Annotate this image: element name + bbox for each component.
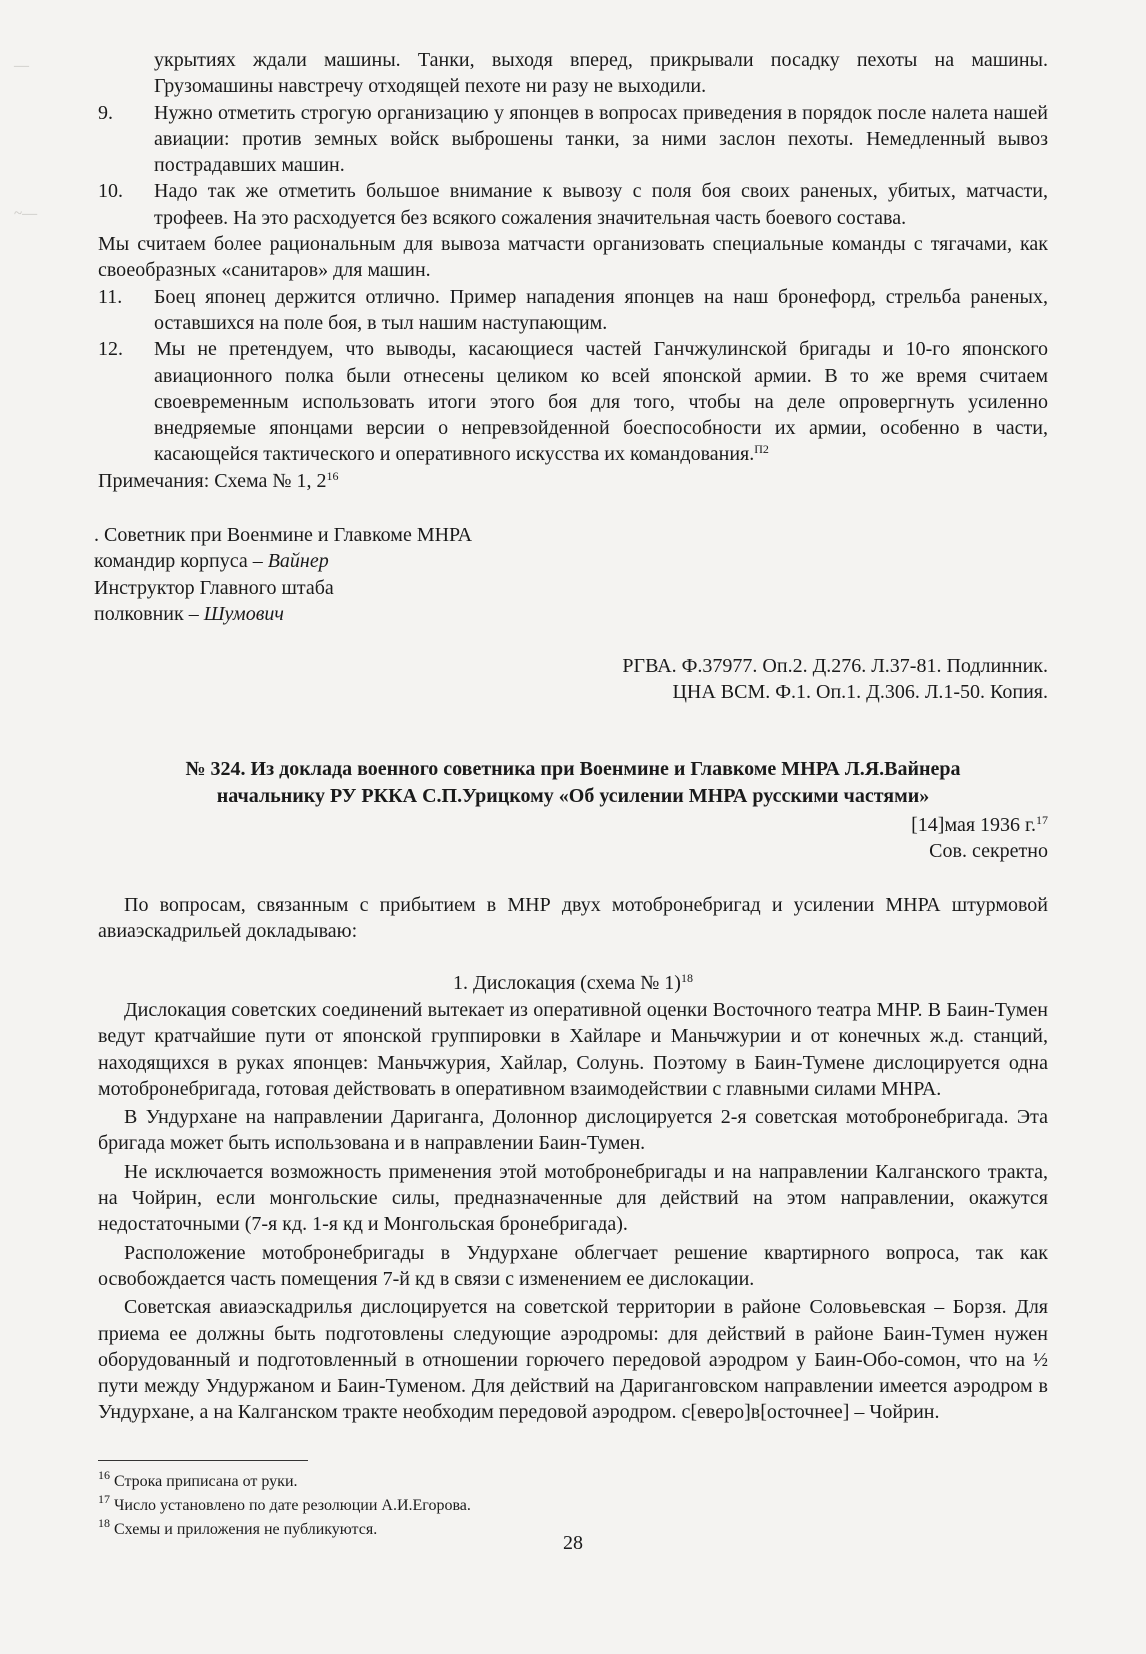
footnote-number: 18 xyxy=(98,1516,110,1530)
item-text xyxy=(154,336,1048,467)
list-item-11 xyxy=(98,284,1048,337)
signature-line-3: Инструктор Главного штаба xyxy=(94,576,334,599)
paragraph-text: Мы считаем более рациональным для вывоза матчасти организовать специальные команды с тягачами, как своеобразных «санитаров» для машин. xyxy=(98,233,1048,282)
item-number: 10. xyxy=(98,180,123,203)
paragraph: Советская авиаэскадрилья дислоцируется на советской территории в районе Соловьевская – Борзя. Для приема ее должны быть подготовлены следующие аэродромы: для действий в районе Баин-Тумен нужен оборудованный и подготовленный в отношении горючего передовой аэродром у Баин-Обо-сомон, что на ½ пути между Ундуржаном и Баин-Туменом. Для действий на Дариганговском направлении имеется аэродром в Ундурхане, а на Калганском тракте необходим передовой аэродром. с[еверо]в[осточнее] – Чойрин. xyxy=(98,1296,1048,1424)
item-text: Нужно отметить строгую организацию у японцев в вопросах приведения в порядок после налета нашей авиации: против земных войск выброшены танки, за ними заслон пехоты. Немедленный вывоз пострадавших машин. xyxy=(154,101,1048,177)
archive-ref-1: РГВА. Ф.37977. Оп.2. Д.276. Л.37-81. Подлинник. xyxy=(622,655,1048,677)
paragraph-tractors xyxy=(98,231,1048,284)
item-number: 9. xyxy=(98,101,113,124)
archive-ref-2: ЦНА ВСМ. Ф.1. Оп.1. Д.306. Л.1-50. Копия. xyxy=(672,681,1048,704)
notes-label: Примечания: Схема № 1, 2 xyxy=(98,469,327,492)
footnote xyxy=(98,1494,1048,1518)
date-text: [14]мая 1936 г. xyxy=(911,814,1036,836)
numbered-list xyxy=(98,47,1048,494)
paragraph: В Ундурхане на направлении Дариганга, Долоннор дислоцируется 2-я советская мотобронебригада. Эта бригада может быть использована и в направлении Баин-Тумен. xyxy=(98,1106,1048,1155)
signature-block xyxy=(94,522,694,627)
footnote-ref: П2 xyxy=(754,442,769,457)
paragraph: Дислокация советских соединений вытекает из оперативной оценки Восточного театра МНР. В Баин-Тумен ведут кратчайшие пути от японской группировки в Хайларе и Маньчжурии и от конечных ж.д. станций, находящихся в руках японцев: Маньчжурия, Хайлар, Солунь. Поэтому в Баин-Тумене дислоцируется одна мотобронебригада, готовая действовать в оперативном взаимодействии с главными силами МНРА. xyxy=(98,999,1048,1100)
title-line-1: № 324. Из доклада военного советника при Военмине и Главкоме МНРА Л.Я.Вайнера xyxy=(185,758,961,780)
signature-line-4 xyxy=(94,601,694,627)
footnote-ref: 17 xyxy=(1036,813,1048,827)
signature-rank: полковник – xyxy=(94,602,204,625)
bleed-through-mark: ~— xyxy=(14,206,38,222)
footnote-text: Число установлено по дате резолюции А.И.Егорова. xyxy=(114,1497,471,1514)
archive-references xyxy=(98,653,1048,706)
section-body xyxy=(98,997,1048,1426)
signature-line-1: . Советник при Военмине и Главкоме МНРА xyxy=(94,524,473,546)
footnote-ref: 18 xyxy=(680,971,693,985)
bleed-through-mark: — xyxy=(14,58,29,74)
paragraph: Не исключается возможность применения этой мотобронебригады и на направлении Калганского тракта, на Чойрин, если монгольские силы, предназначенные для действий на этом направлении, окажутся недостаточными (7-я кд. 1-я кд и Монгольская бронебригада). xyxy=(98,1160,1048,1236)
document-title xyxy=(98,756,1048,810)
secrecy-label: Сов. секретно xyxy=(929,840,1048,863)
page-number: 28 xyxy=(563,1532,583,1554)
title-line-2: начальнику РУ РККА С.П.Урицкому «Об усилении МНРА русскими частями» xyxy=(216,785,930,807)
item-text: Боец японец держится отлично. Пример нападения японцев на наш бронефорд, стрельба раненых, оставшихся на поле боя, в тыл нашим наступающим. xyxy=(154,285,1048,334)
footnote-divider xyxy=(98,1460,308,1461)
footnote-text: Строка приписана от руки. xyxy=(114,1473,298,1490)
list-item-10 xyxy=(98,178,1048,231)
section-heading xyxy=(98,970,1048,996)
document-date xyxy=(98,812,1048,838)
section-heading-text: 1. Дислокация (схема № 1) xyxy=(453,972,681,994)
paragraph: Расположение мотобронебригады в Ундурхане облегчает решение квартирного вопроса, так как освобождается часть помещения 7-й кд в связи с изменением ее дислокации. xyxy=(98,1241,1048,1290)
footnote-text: Схемы и приложения не публикуются. xyxy=(114,1521,378,1538)
item-text: Надо так же отметить большое внимание к вывозу с поля боя своих раненых, убитых, матчасти, трофеев. На это расходуется без всякого сожаления значительная часть боевого состава. xyxy=(154,180,1048,229)
intro-paragraph: По вопросам, связанным с прибытием в МНР двух мотобронебригад и усилении МНРА штурмовой авиаэскадрильей докладываю: xyxy=(98,894,1048,943)
notes-line xyxy=(98,468,1048,494)
signature-name: Шумович xyxy=(203,602,284,625)
signature-name: Вайнер xyxy=(267,550,329,573)
list-item-12 xyxy=(98,336,1048,467)
footnote-number: 16 xyxy=(98,1468,110,1482)
continued-item-text: укрытиях ждали машины. Танки, выходя вперед, прикрывали посадку пехоты на машины. Грузомашины навстречу отходящей пехоте ни разу не выходили. xyxy=(154,49,1048,98)
footnote-number: 17 xyxy=(98,1492,110,1506)
signature-rank: командир корпуса – xyxy=(94,550,268,573)
item-number: 11. xyxy=(98,285,123,308)
item-number: 12. xyxy=(98,338,123,361)
document-date-block xyxy=(98,812,1048,865)
item-text-body: Мы не претендуем, что выводы, касающиеся частей Ганчжулинской бригады и 10-го японского авиационного полка были отнесены целиком ко всей японской армии. В то же время считаем своевременным использовать итоги этого боя для того, чтобы на деле опровергнуть усиленно внедряемые японцами версии о непревзойденной боеспособности их армии, особенно в части, касающейся тактического и оперативного искусства их командования. xyxy=(154,338,1048,466)
signature-line-2 xyxy=(94,548,694,574)
footnote xyxy=(98,1470,1048,1494)
list-item-9 xyxy=(98,100,1048,179)
footnote-ref: 16 xyxy=(326,468,339,483)
